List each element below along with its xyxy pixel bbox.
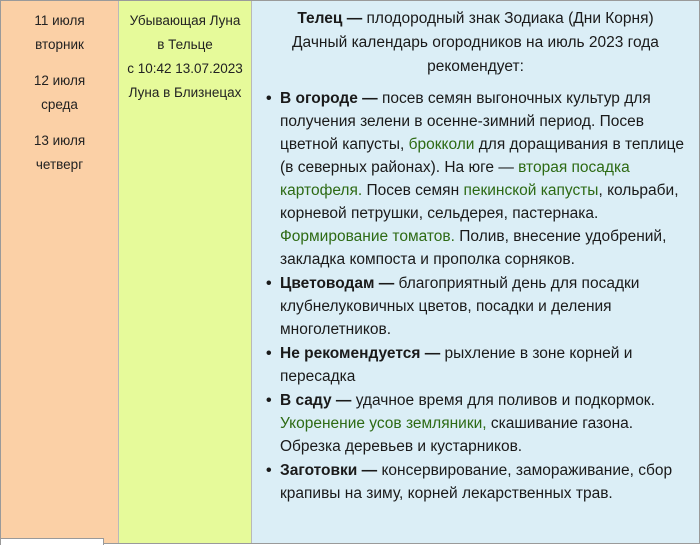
item-title: Не рекомендуется —: [280, 345, 441, 362]
date-1: 11 июля: [34, 13, 85, 28]
list-item-flowers: [280, 272, 685, 341]
recommendations-column: [252, 1, 699, 543]
item-text: благоприятный день для посадки клубнелуковичных цветов, посадки и деления многолетников.: [280, 275, 640, 338]
item-title: В огороде —: [280, 90, 378, 107]
list-item-orchard: [280, 389, 685, 458]
link-broccoli[interactable]: брокколи: [408, 136, 475, 153]
link-second-potato[interactable]: вторая посадка картофеля.: [280, 159, 630, 199]
header-line-3: рекомендует:: [427, 58, 524, 75]
item-text: для доращивания в теплице (в северных районах). На юге —: [280, 136, 684, 176]
moon-phase: Убывающая Луна: [129, 13, 241, 28]
item-text: посев семян выгоночных культур для получения зелени в осенне-зимний период. Посев цветной капусты,: [280, 90, 651, 153]
item-text: , кольраби, корневой петрушки, сельдерея, пастернака.: [280, 182, 679, 222]
item-title: Цветоводам —: [280, 275, 395, 292]
item-text: скашивание газона. Обрезка деревьев и кустарников.: [280, 415, 634, 455]
date-3: 13 июля: [33, 133, 86, 148]
list-item-garden: [280, 87, 685, 271]
link-chinese-cabbage[interactable]: пекинской капусты: [463, 182, 599, 199]
item-title: В саду —: [280, 392, 352, 409]
link-tomato-forming[interactable]: Формирование томатов.: [280, 228, 455, 245]
moon-next-sign: Луна в Близнецах: [128, 85, 242, 100]
zodiac-sign: Телец —: [297, 10, 363, 27]
item-text: Посев семян: [362, 182, 464, 199]
moon-change-time: с 10:42 13.07.2023: [127, 61, 243, 76]
list-item-not-recommended: [280, 342, 685, 388]
header-line-2: Дачный календарь огородников на июль 2023 года: [292, 34, 659, 51]
item-text: удачное время для поливов и подкормок.: [351, 392, 655, 409]
list-item-preserves: [280, 459, 685, 505]
weekday-1: вторник: [35, 37, 84, 52]
weekday-2: среда: [41, 97, 78, 112]
item-title: Заготовки —: [280, 462, 378, 479]
moon-column: [119, 1, 252, 543]
item-text: Полив, внесение удобрений, закладка компоста и прополка сорняков.: [280, 228, 667, 268]
zodiac-desc: плодородный знак Зодиака (Дни Корня): [362, 10, 654, 27]
date-2: 12 июля: [33, 73, 86, 88]
dates-column: [1, 1, 119, 543]
moon-sign: в Тельце: [157, 37, 213, 52]
header-line-1: [266, 7, 685, 31]
weekday-3: четверг: [35, 157, 84, 172]
item-text: консервирование, замораживание, сбор крапивы на зиму, корней лекарственных трав.: [280, 462, 673, 502]
link-strawberry-runners[interactable]: Укоренение усов земляники,: [280, 415, 487, 432]
item-text: рыхление в зоне корней и пересадка: [280, 345, 633, 385]
recommendation-list: [266, 87, 685, 505]
